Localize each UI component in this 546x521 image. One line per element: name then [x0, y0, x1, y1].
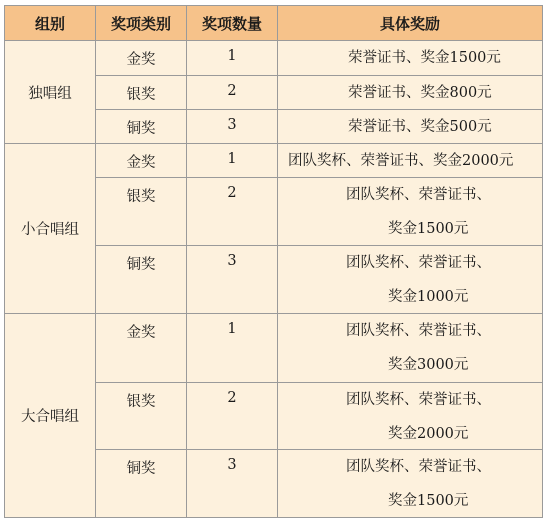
- header-group: 组别: [5, 6, 96, 41]
- award-category: 金奖: [96, 41, 187, 76]
- award-quantity: 3: [187, 450, 278, 518]
- award-reward: [278, 110, 543, 144]
- award-quantity: 3: [187, 246, 278, 314]
- header-category: 奖项类别: [96, 6, 187, 41]
- reward-line-2: 奖金2000元: [388, 426, 469, 442]
- table-row: [5, 41, 543, 76]
- award-quantity: 3: [187, 110, 278, 144]
- award-category: 铜奖: [96, 110, 187, 144]
- award-reward: [278, 450, 543, 518]
- award-reward: [278, 144, 543, 178]
- award-category: 银奖: [96, 178, 187, 246]
- reward-text: 荣誉证书、奖金500元: [348, 119, 492, 135]
- award-reward: [278, 314, 543, 383]
- award-category: 金奖: [96, 314, 187, 383]
- reward-line-2: 奖金1500元: [388, 493, 469, 509]
- award-category: 铜奖: [96, 246, 187, 314]
- table-row: [5, 144, 543, 178]
- award-reward: [278, 41, 543, 76]
- reward-text: 荣誉证书、奖金1500元: [348, 50, 501, 66]
- reward-text: 荣誉证书、奖金800元: [348, 85, 492, 101]
- award-reward: [278, 246, 543, 314]
- award-quantity: 1: [187, 314, 278, 383]
- award-quantity: 2: [187, 76, 278, 110]
- reward-line-1: 团队奖杯、荣誉证书、: [346, 323, 491, 339]
- reward-line-2: 奖金1000元: [388, 289, 469, 305]
- group-name-small-chorus: 小合唱组: [5, 144, 96, 314]
- award-quantity: 2: [187, 178, 278, 246]
- award-category: 金奖: [96, 144, 187, 178]
- table-row: [5, 314, 543, 383]
- header-row: [5, 6, 543, 41]
- award-reward: [278, 76, 543, 110]
- award-quantity: 1: [187, 144, 278, 178]
- reward-line-1: 团队奖杯、荣誉证书、: [346, 255, 491, 271]
- reward-line-1: 团队奖杯、荣誉证书、: [346, 392, 491, 408]
- award-reward: [278, 383, 543, 450]
- header-reward: 具体奖励: [278, 6, 543, 41]
- reward-line-2: 奖金3000元: [388, 357, 469, 373]
- award-category: 银奖: [96, 76, 187, 110]
- award-quantity: 1: [187, 41, 278, 76]
- award-reward: [278, 178, 543, 246]
- group-name-solo: 独唱组: [5, 41, 96, 144]
- reward-text: 团队奖杯、荣誉证书、奖金2000元: [288, 153, 514, 169]
- award-category: 铜奖: [96, 450, 187, 518]
- header-quantity: 奖项数量: [187, 6, 278, 41]
- award-category: 银奖: [96, 383, 187, 450]
- reward-line-2: 奖金1500元: [388, 221, 469, 237]
- group-name-large-chorus: 大合唱组: [5, 314, 96, 518]
- reward-line-1: 团队奖杯、荣誉证书、: [346, 459, 491, 475]
- reward-line-1: 团队奖杯、荣誉证书、: [346, 187, 491, 203]
- award-table: [4, 5, 543, 518]
- award-quantity: 2: [187, 383, 278, 450]
